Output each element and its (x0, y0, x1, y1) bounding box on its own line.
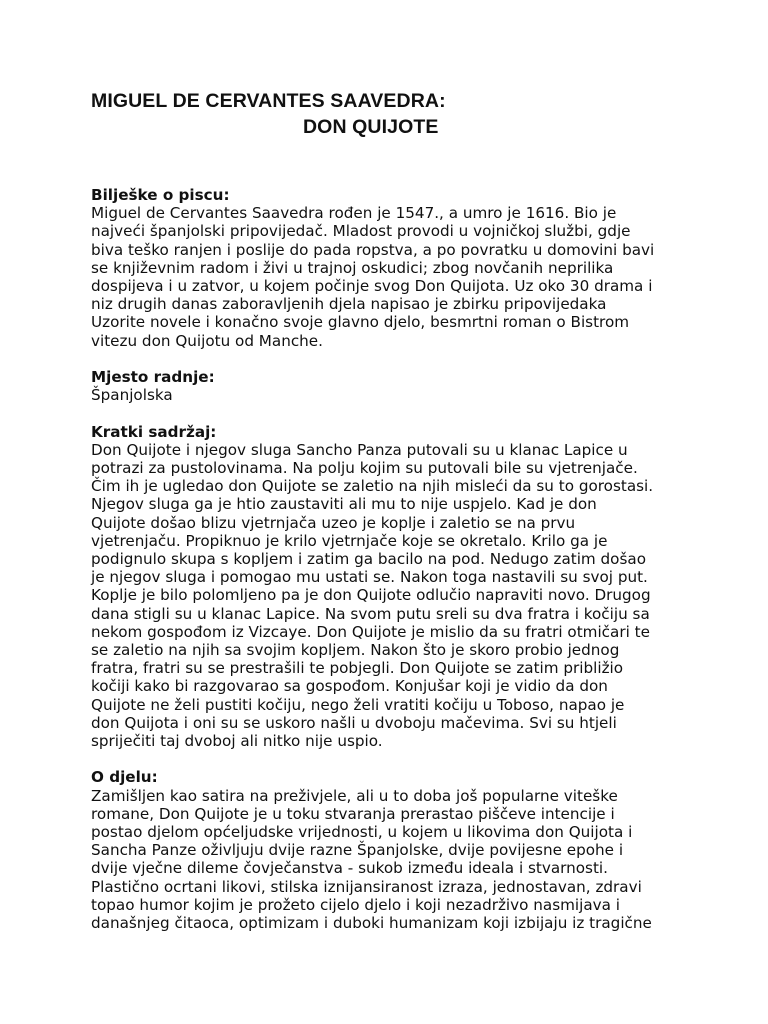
text-line: Koplje je bilo polomljeno pa je don Quijote odlučio napraviti novo. Drugog (91, 586, 651, 605)
text-line: Plastično ocrtani likovi, stilska iznijansiranost izraza, jednostavan, zdravi (91, 877, 642, 896)
section-paragraph (91, 386, 691, 404)
text-line: se književnim radom i živi u trajnoj oskudici; zbog novčanih neprilika (91, 258, 614, 277)
text-line: dospijeva i u zatvor, u kojem počinje svog Don Quijota. Uz oko 30 drama i (91, 277, 653, 296)
text-line: dvije vječne dileme čovječanstva - sukob između ideala i stvarnosti. (91, 859, 608, 878)
section-heading: Kratki sadržaj: (91, 422, 217, 441)
document-title (91, 88, 446, 140)
text-line: Miguel de Cervantes Saavedra rođen je 1547., a umro je 1616. Bio je (91, 204, 617, 223)
text-line: Španjolska (91, 386, 173, 405)
text-line: Quijote došao blizu vjetrnjača uzeo je koplje i zaletio se na prvu (91, 513, 576, 532)
text-line: Zamišljen kao satira na preživjele, ali u to doba još popularne viteške (91, 786, 618, 805)
text-line: don Quijota i oni su se uskoro našli u dvoboju mačevima. Svi su htjeli (91, 713, 617, 732)
section-paragraph (91, 204, 691, 350)
text-line: je njegov sluga i pomogao mu ustati se. Nakon toga nastavili su svoj put. (91, 568, 648, 587)
text-line: nekom gospođom iz Vizcaye. Don Quijote je mislio da su fratri otmičari te (91, 622, 650, 641)
title-work: DON QUIJOTE (303, 116, 439, 138)
section-paragraph (91, 787, 691, 933)
text-line: biva teško ranjen i poslije do pada ropstva, a po povratku u domovini bavi (91, 240, 655, 259)
text-line: podignulo skupa s kopljem i zatim ga bacilo na pod. Nedugo zatim došao (91, 550, 646, 569)
text-line: vitezu don Quijotu od Manche. (91, 331, 323, 350)
text-line: topao humor kojim je prožeto cijelo djelo i koji nezadrživo nasmijava i (91, 895, 620, 914)
section-heading: O djelu: (91, 768, 158, 787)
text-line: Sancha Panze oživljuju dvije razne Španjolske, dvije povijesne epohe i (91, 841, 624, 860)
text-line: dana stigli su u klanac Lapice. Na svom putu sreli su dva fratra i kočiju sa (91, 604, 650, 623)
section-paragraph (91, 441, 691, 750)
text-line: spriječiti taj dvoboj ali nitko nije uspio. (91, 732, 383, 751)
text-line: Quijote ne želi pustiti kočiju, nego želi vratiti kočiju u Toboso, napao je (91, 695, 625, 714)
section-setting (91, 368, 691, 404)
document-body (91, 186, 691, 950)
text-line: današnjeg čitaoca, optimizam i duboki humanizam koji izbijaju iz tragične (91, 914, 652, 933)
text-line: kočiji kako bi razgovarao sa gospođom. Konjušar koji je vidio da don (91, 677, 608, 696)
text-line: fratra, fratri su se prestrašili te pobjegli. Don Quijote se zatim približio (91, 659, 624, 678)
section-author-notes (91, 186, 691, 350)
title-author: MIGUEL DE CERVANTES SAAVEDRA: (91, 90, 446, 112)
text-line: najveći španjolski pripovijedač. Mladost provodi u vojničkoj službi, gdje (91, 222, 631, 241)
text-line: niz drugih danas zaboravljenih djela napisao je zbirku pripovijedaka (91, 295, 607, 314)
section-heading: Bilješke o piscu: (91, 186, 230, 204)
text-line: Uzorite novele i konačno svoje glavno djelo, besmrtni roman o Bistrom (91, 313, 630, 332)
section-summary (91, 423, 691, 751)
text-line: Njegov sluga ga je htio zaustaviti ali mu to nije uspjelo. Kad je don (91, 495, 597, 514)
text-line: Don Quijote i njegov sluga Sancho Panza putovali su u klanac Lapice u (91, 440, 628, 459)
section-heading: Mjesto radnje: (91, 368, 215, 387)
section-about-work (91, 768, 691, 932)
text-line: romane, Don Quijote je u toku stvaranja prerastao piščeve intencije i (91, 804, 615, 823)
text-line: vjetrenjaču. Propiknuo je krilo vjetrnjače koje se okretalo. Krilo ga je (91, 531, 608, 550)
text-line: Čim ih je ugledao don Quijote se zaletio na njih misleći da su to gorostasi. (91, 477, 654, 496)
text-line: potrazi za pustolovinama. Na polju kojim su putovali bile su vjetrenjače. (91, 459, 638, 478)
text-line: postao djelom općeljudske vrijednosti, u kojem u likovima don Quijota i (91, 823, 633, 842)
text-line: se zaletio na njih sa svojim kopljem. Nakon što je skoro probio jednog (91, 641, 620, 660)
